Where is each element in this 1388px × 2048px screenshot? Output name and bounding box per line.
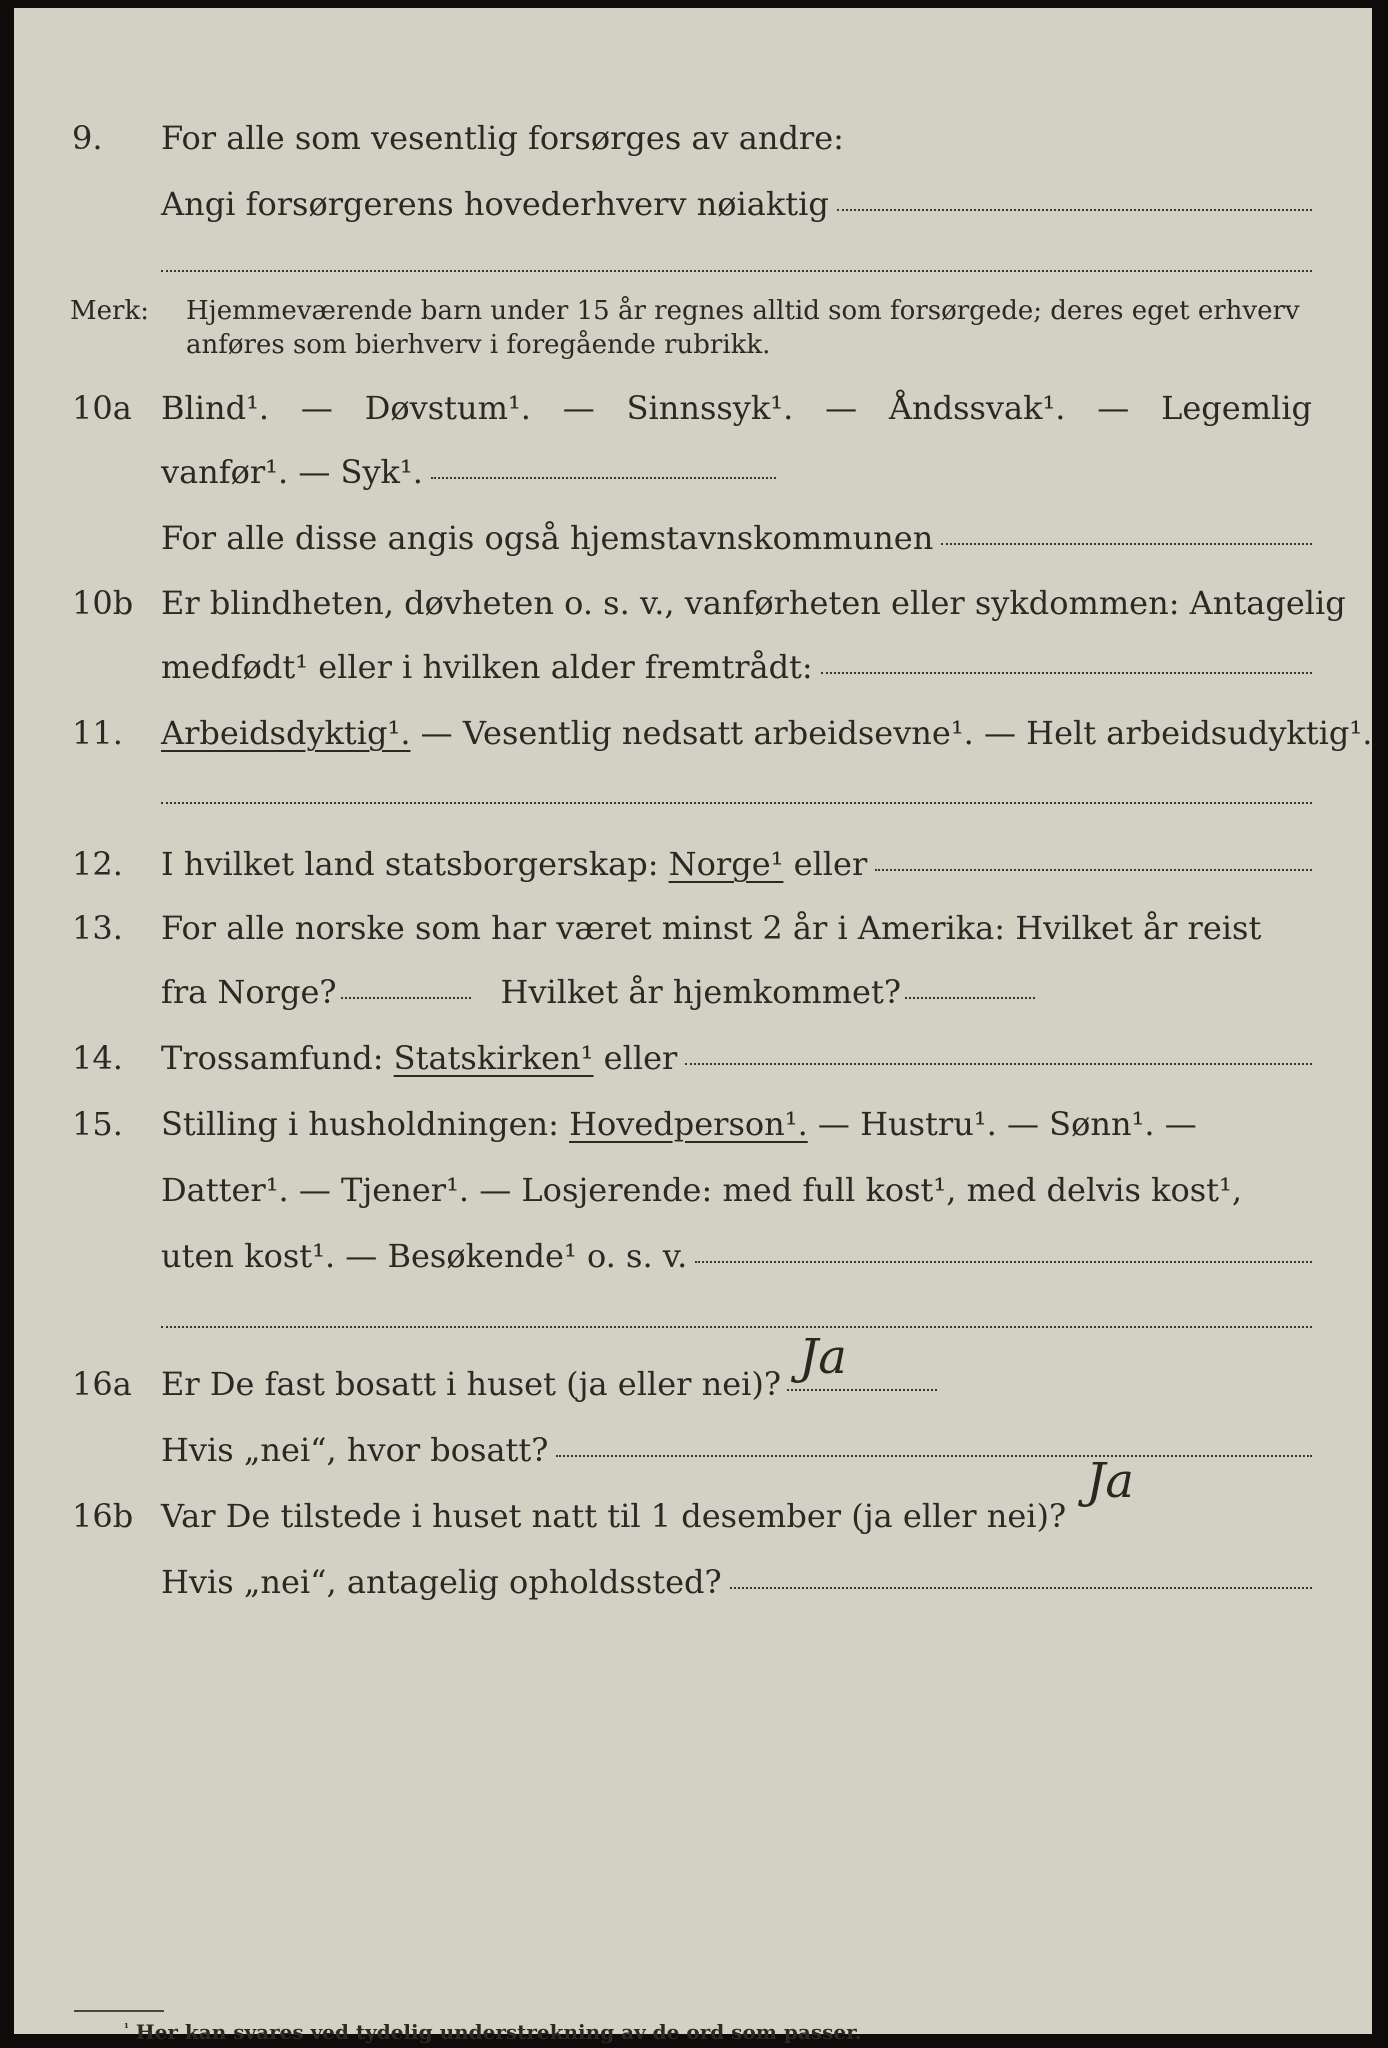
q10a-dash: — xyxy=(825,389,858,427)
q10a-sinnssyk: Sinnssyk¹. xyxy=(626,389,794,427)
q16a-text2: Hvis „nei“, hvor bosatt? xyxy=(161,1431,549,1469)
q11-number: 11. xyxy=(72,714,123,752)
q15-text3: uten kost¹. — Besøkende¹ o. s. v. xyxy=(161,1237,688,1275)
q12-norge-underlined: Norge¹ xyxy=(668,845,784,883)
q13-reist-line[interactable] xyxy=(341,997,471,999)
q9-number: 9. xyxy=(72,119,103,157)
merk-label: Merk: xyxy=(70,296,149,326)
census-form-page xyxy=(14,8,1373,2044)
q9-answer-line[interactable] xyxy=(837,209,1312,211)
q15-text-rest: — Hustru¹. — Sønn¹. — xyxy=(807,1105,1197,1143)
q10a-dovstum: Døvstum¹. xyxy=(364,389,531,427)
q15-hovedperson-underlined: Hovedperson¹. xyxy=(569,1105,808,1143)
q12-eller: eller xyxy=(783,845,868,883)
q9-text: For alle som vesentlig forsørges av andre: xyxy=(161,119,844,157)
q16a-number: 16a xyxy=(72,1365,132,1403)
q10b-answer-line[interactable] xyxy=(821,672,1312,674)
q10a-text2: vanfør¹. — Syk¹. xyxy=(161,453,423,491)
footnote-text: Her kan svares ved tydelig understrekning av de ord som passer. xyxy=(135,2020,862,2044)
q14-text: Trossamfund: xyxy=(161,1039,394,1077)
q16b-number: 16b xyxy=(72,1497,134,1535)
q13-hjemkommet-line[interactable] xyxy=(905,997,1035,999)
q15-text2: Datter¹. — Tjener¹. — Losjerende: med full kost¹, med delvis kost¹, xyxy=(161,1171,1243,1209)
q15-number: 15. xyxy=(72,1105,123,1143)
q14-answer-line[interactable] xyxy=(685,1063,1312,1065)
q13-hjemkommet-label: Hvilket år hjemkommet? xyxy=(500,973,901,1011)
q16b-text2: Hvis „nei“, antagelig opholdssted? xyxy=(161,1563,722,1601)
q10a-kommune-line[interactable] xyxy=(941,543,1312,545)
q10a-number: 10a xyxy=(72,389,132,427)
q15-text: Stilling i husholdningen: xyxy=(161,1105,570,1143)
q10a-dash: — xyxy=(300,389,333,427)
q14-eller: eller xyxy=(593,1039,678,1077)
q13-number: 13. xyxy=(72,909,123,947)
q10a-dash: — xyxy=(1097,389,1130,427)
q16a-text: Er De fast bosatt i huset (ja eller nei)? xyxy=(161,1365,782,1403)
footnote-mark: ¹ xyxy=(124,2021,129,2035)
q16b-opholdssted-line[interactable] xyxy=(730,1587,1312,1589)
q10a-text3: For alle disse angis også hjemstavnskommunen xyxy=(161,519,934,557)
q10a-blind: Blind¹. xyxy=(161,389,270,427)
q10a-andssvak: Åndssvak¹. xyxy=(888,389,1066,427)
q14-statskirken-underlined: Statskirken¹ xyxy=(393,1039,594,1077)
q10b-number: 10b xyxy=(72,584,134,622)
q15-extra-line[interactable] xyxy=(161,1326,1312,1328)
q11-arbeidsdyktig-underlined: Arbeidsdyktig¹. xyxy=(161,714,411,752)
q10a-dash: — xyxy=(562,389,595,427)
q13-text: For alle norske som har været minst 2 år i Amerika: Hvilket år reist xyxy=(161,909,1262,947)
q14-number: 14. xyxy=(72,1039,123,1077)
q16b-handwritten-answer: Ja xyxy=(1086,1453,1135,1509)
merk-line1: Hjemmeværende barn under 15 år regnes alltid som forsørgede; deres eget erhverv xyxy=(186,296,1300,326)
q9-extra-line[interactable] xyxy=(161,270,1312,272)
q13-reist-label: fra Norge? xyxy=(161,973,337,1011)
q15-answer-line[interactable] xyxy=(695,1261,1312,1263)
q12-number: 12. xyxy=(72,845,123,883)
q16b-text: Var De tilstede i huset natt til 1 desember (ja eller nei)? xyxy=(161,1497,1067,1535)
q11-text: — Vesentlig nedsatt arbeidsevne¹. — Helt arbeidsudyktig¹. xyxy=(410,714,1373,752)
q16a-bosatt-line[interactable] xyxy=(556,1455,1312,1457)
q12-text: I hvilket land statsborgerskap: xyxy=(161,845,669,883)
q9-text2: Angi forsørgerens hovederhverv nøiaktig xyxy=(161,185,829,223)
q11-extra-line[interactable] xyxy=(161,802,1312,804)
footnote xyxy=(124,2020,862,2044)
q10b-text: Er blindheten, døvheten o. s. v., vanførheten eller sykdommen: Antagelig xyxy=(161,584,1346,622)
q10b-text2: medfødt¹ eller i hvilken alder fremtrådt: xyxy=(161,648,813,686)
q16a-answer-line[interactable] xyxy=(787,1329,937,1391)
q10a-syk-line[interactable] xyxy=(431,477,776,479)
q10a-legemlig: Legemlig xyxy=(1161,389,1312,427)
q16a-handwritten-answer: Ja xyxy=(799,1329,847,1385)
merk-line2: anføres som bierhverv i foregående rubrikk. xyxy=(186,330,771,360)
footnote-divider xyxy=(74,2010,164,2012)
q12-answer-line[interactable] xyxy=(875,869,1312,871)
